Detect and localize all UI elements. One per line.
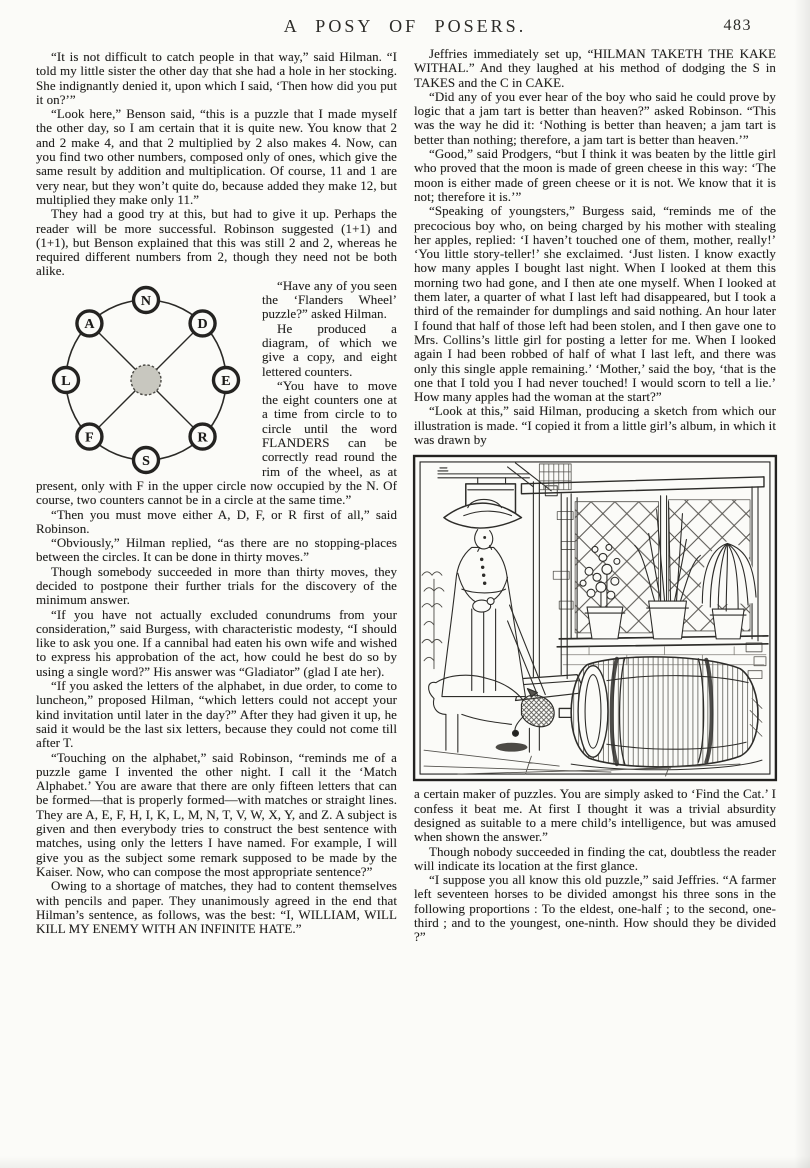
- paragraph: “Good,” said Prodgers, “but I think it was beaten by the little girl who proved that the moon is made of green cheese in this way: ‘The moon is either made of green cheese or it is not. We know that it is not; therefore it is.’”: [414, 146, 776, 204]
- paragraph: Though nobody succeeded in finding the cat, doubtless the reader will indicate its location at the first glance.: [414, 843, 776, 873]
- svg-text:E: E: [221, 373, 231, 389]
- svg-text:L: L: [61, 373, 71, 389]
- svg-text:A: A: [84, 316, 95, 332]
- paragraph: Jeffries immediately set up, “HILMAN TAKETH THE KAKE WITHAL.” And they laughed at his method of dodging the S in TAKES and the C in CAKE.: [414, 46, 776, 90]
- paragraph: Though somebody succeeded in more than thirty moves, they decided to postpone their further trials for the discovery of the minimum answer.: [36, 563, 397, 608]
- left-column: [36, 50, 397, 936]
- paragraph: a certain maker of puzzles. You are simply asked to ‘Find the Cat.’ I confess it beat me. At first I thought it was a trivial absurdity designed as suitable to a mere child’s intelligence, but was amused when shown the answer.”: [414, 786, 776, 845]
- paragraph: “Look at this,” said Hilman, producing a sketch from which our illustration is made. “I copied it from a little girl’s album, in which it was drawn by: [414, 403, 776, 448]
- paragraph: “Did any of you ever hear of the boy who said he could prove by logic that a jam tart is better than heaven?” asked Robinson. “This was the way he did it: ‘Nothing is better than heaven; a jam tart is better than nothing; therefore, a jam tart is better than heaven.’”: [414, 88, 776, 147]
- paragraph: “It is not difficult to catch people in that way,” said Hilman. “I told my little sister the other day that she had a hole in her stocking. She indignantly denied it, upon which I said, ‘Then how did you put it on?’”: [36, 49, 397, 107]
- paragraph: “If you have not actually excluded conundrums from your consideration,” said Burgess, with characteristic modesty, “I should like to ask you one. If a cannibal had eaten his own wife and wished to express his approbation of the act, how could he best do so by using a single word?” His answer was “Gladiator” (glad I ate her).: [36, 606, 397, 679]
- paragraph: “Have any of you seen the ‘Flanders Wheel’ puzzle?” asked Hilman.: [262, 277, 397, 322]
- svg-text:R: R: [197, 430, 208, 446]
- paragraph: “I suppose you all know this old puzzle,” said Jeffries. “A farmer left seventeen horses to be divided amongst his three sons in the following proportions : To the eldest, one-half ; to the second, one-third ; and to the youngest, one-ninth. How should they be divided ?”: [414, 872, 776, 945]
- paragraph: “You have to move the eight counters one at a time from circle to to circle until the word FLANDERS can be correctly read round the rim of the wheel, as at present, only with F in the upper circle now occupied by the N. Of course, two counters cannot be in a circle at the same time.”: [36, 377, 397, 508]
- svg-text:S: S: [142, 453, 150, 469]
- illustration-svg: [412, 454, 778, 782]
- paragraph: He produced a diagram, of which we give a copy, and eight lettered counters.: [262, 320, 397, 379]
- find-the-cat-illustration: [412, 454, 776, 782]
- right-column: [414, 47, 776, 945]
- paragraph: Owing to a shortage of matches, they had to content themselves with pencils and paper. They unanimously agreed in the end that Hilman’s sentence, as follows, was the best: “I, WILLIAM, WILL KILL MY ENEMY WITH AN INFINITE HATE.”: [36, 878, 397, 937]
- paragraph: “If you asked the letters of the alphabet, in due order, to come to luncheon,” proposed Hilman, “which letters could not accept your kind invitation until later in the day?” After they had given it up, he said it would be the last six letters, because they could not come till after T.: [36, 678, 397, 751]
- paragraph: “Obviously,” Hilman replied, “as there are no stopping-places between the circles. It can be done in thirty moves.”: [36, 535, 397, 565]
- svg-text:N: N: [140, 293, 152, 309]
- svg-text:D: D: [197, 316, 208, 332]
- paragraph: They had a good try at this, but had to give it up. Perhaps the reader will be more successful. Robinson suggested (1+1) and (1+1), but Benson explained that this was still 2 and 2, whereas he required different numbers from 2, though they need not be both alike.: [36, 206, 397, 279]
- paragraph: “Then you must move either A, D, F, or R first of all,” said Robinson.: [36, 506, 397, 536]
- paragraph: “Touching on the alphabet,” said Robinson, “reminds me of a puzzle game I invented the other night. I call it the ‘Match Alphabet.’ You are aware that there are only fifteen letters that can be formed—that is properly formed—with matches or straight lines. They are A, E, F, H, I, K, L, M, N, T, V, W, X, Y, and Z. A subject is given and then everybody tries to construct the best sentence with matches, using only the letters I have named. For example, I will give you as the subject some remark supposed to be made by the Kaiser. Now, who can compose the most appropriate sentence?”: [36, 749, 397, 879]
- paragraph: “Speaking of youngsters,” Burgess said, “reminds me of the precocious boy who, on being charged by his mother with stealing her apples, replied: ‘I haven’t touched one of them, mother, really!’ ‘You little story-teller!’ she exclaimed. ‘Just listen. I know exactly how many apples I bought last night. When I looked at them this morning two had gone, and I then ate one myself. When I looked at them later, a quarter of what I last left had disappeared, but I took a third of the remainder for dumplings and said nothing. An hour later I found that half of those left had been stolen, and I then gave one to Mrs. Collins’s little girl for posting a letter for me. When I looked again I had been robbed of half of what I last left, and there was only this single apple remaining.’ ‘Mother,’ said the boy, ‘that is the one that I told you I had never touched! I would scorn to tell a lie.’ How many apples had the woman at the start?”: [414, 203, 776, 405]
- page-number: 483: [723, 17, 752, 34]
- page-title: A POSY OF POSERS.: [283, 16, 527, 36]
- paragraph: “Look here,” Benson said, “this is a puzzle that I made myself the other day, so I am certain that it is quite new. You know that 2 and 2 make 4, and that 2 multiplied by 2 also makes 4. Now, can you find two other numbers, composed only of ones, which give the same result by addition and multiplication. Of course, 11 and 1 are very near, but they won’t quite do, because added they make 12, but multiplied they make only 11.”: [36, 106, 397, 207]
- flanders-wheel-diagram: [40, 282, 252, 478]
- svg-text:F: F: [85, 430, 94, 446]
- wheel-diagram-svg: [40, 282, 252, 478]
- barrel: [559, 657, 762, 770]
